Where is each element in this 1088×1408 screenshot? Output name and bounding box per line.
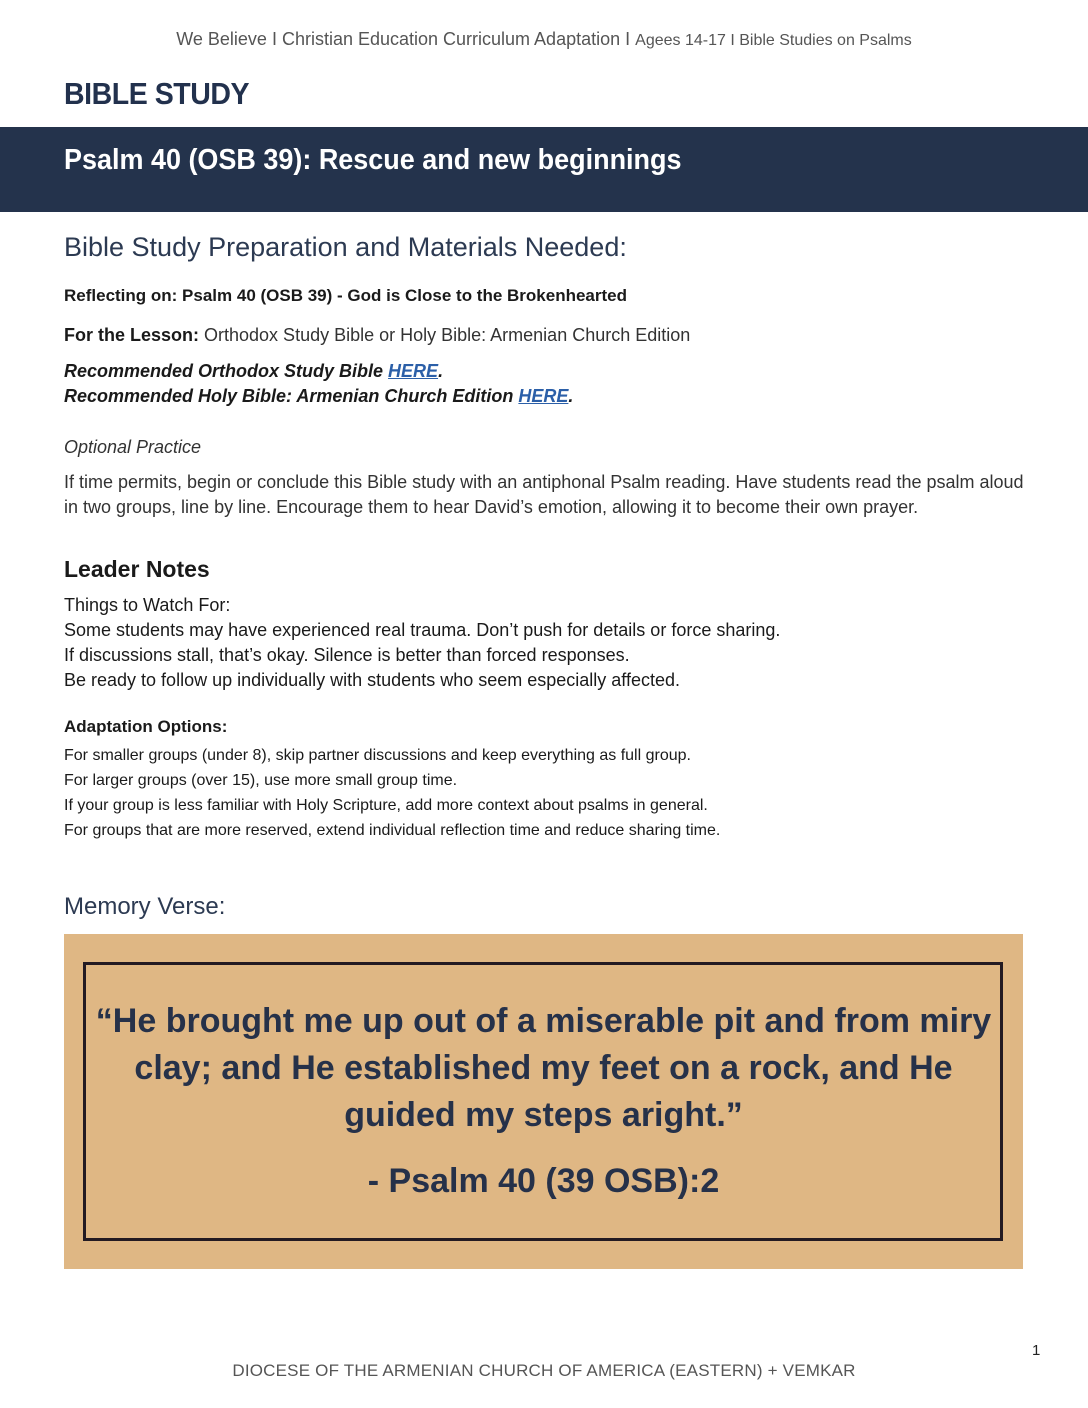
leader-notes-heading: Leader Notes xyxy=(64,556,210,582)
section-label: BIBLE STUDY xyxy=(64,76,250,111)
recommended-osb xyxy=(64,361,443,382)
memory-verse-quote: “He brought me up out of a miserable pit and from miry clay; and He established my feet on a rock, and He guided my steps aright.” xyxy=(95,1002,992,1134)
adaptation-line: For groups that are more reserved, extend individual reflection time and reduce sharing time. xyxy=(64,822,721,839)
adaptation-line: For smaller groups (under 8), skip partner discussions and keep everything as full group. xyxy=(64,747,691,764)
osb-here-link[interactable]: HERE xyxy=(388,361,439,381)
period: . xyxy=(438,361,444,381)
adaptation-line: For larger groups (over 15), use more small group time. xyxy=(64,772,458,789)
leader-note-line: If discussions stall, that’s okay. Silence is better than forced responses. xyxy=(64,645,630,665)
leader-note-line: Things to Watch For: xyxy=(64,595,231,615)
for-the-lesson xyxy=(64,325,690,346)
recommended-armenian-text: Recommended Holy Bible: Armenian Church Edition xyxy=(64,386,519,406)
leader-notes-list xyxy=(64,593,780,693)
page-number: 1 xyxy=(1032,1342,1041,1359)
optional-practice-text: If time permits, begin or conclude this Bible study with an antiphonal Psalm reading. Have students read the psalm aloud in two groups, line by line. Encourage them to hear David’s emotion, allowing it to become their own prayer. xyxy=(64,472,1024,517)
lesson-label: For the Lesson: xyxy=(64,325,200,345)
memory-verse-heading: Memory Verse: xyxy=(64,893,226,920)
adaptation-line: If your group is less familiar with Holy Scripture, add more context about psalms in general. xyxy=(64,797,708,814)
prep-heading: Bible Study Preparation and Materials Needed: xyxy=(64,232,627,262)
top-header-line xyxy=(0,29,1088,50)
reflecting-on: Reflecting on: Psalm 40 (OSB 39) - God is Close to the Brokenhearted xyxy=(64,286,628,305)
leader-note-line: Be ready to follow up individually with students who seem especially affected. xyxy=(64,670,681,690)
page-title: Psalm 40 (OSB 39): Rescue and new beginnings xyxy=(64,144,682,176)
period: . xyxy=(568,386,574,406)
recommended-armenian xyxy=(64,386,573,407)
lesson-text: Orthodox Study Bible or Holy Bible: Armenian Church Edition xyxy=(199,325,691,345)
optional-practice-heading: Optional Practice xyxy=(64,437,202,457)
top-header-main: We Believe I Christian Education Curriculum Adaptation I xyxy=(176,29,636,49)
memory-verse-reference: - Psalm 40 (39 OSB):2 xyxy=(367,1162,720,1200)
armenian-here-link[interactable]: HERE xyxy=(518,386,569,406)
adaptation-heading: Adaptation Options: xyxy=(64,717,228,736)
top-header-small: Agees 14-17 I Bible Studies on Psalms xyxy=(635,32,912,49)
leader-note-line: Some students may have experienced real trauma. Don’t push for details or force sharing. xyxy=(64,620,781,640)
recommended-osb-text: Recommended Orthodox Study Bible xyxy=(64,361,389,381)
adaptation-list xyxy=(64,743,720,843)
footer-text: DIOCESE OF THE ARMENIAN CHURCH OF AMERICA (EASTERN) + VEMKAR xyxy=(232,1361,856,1380)
